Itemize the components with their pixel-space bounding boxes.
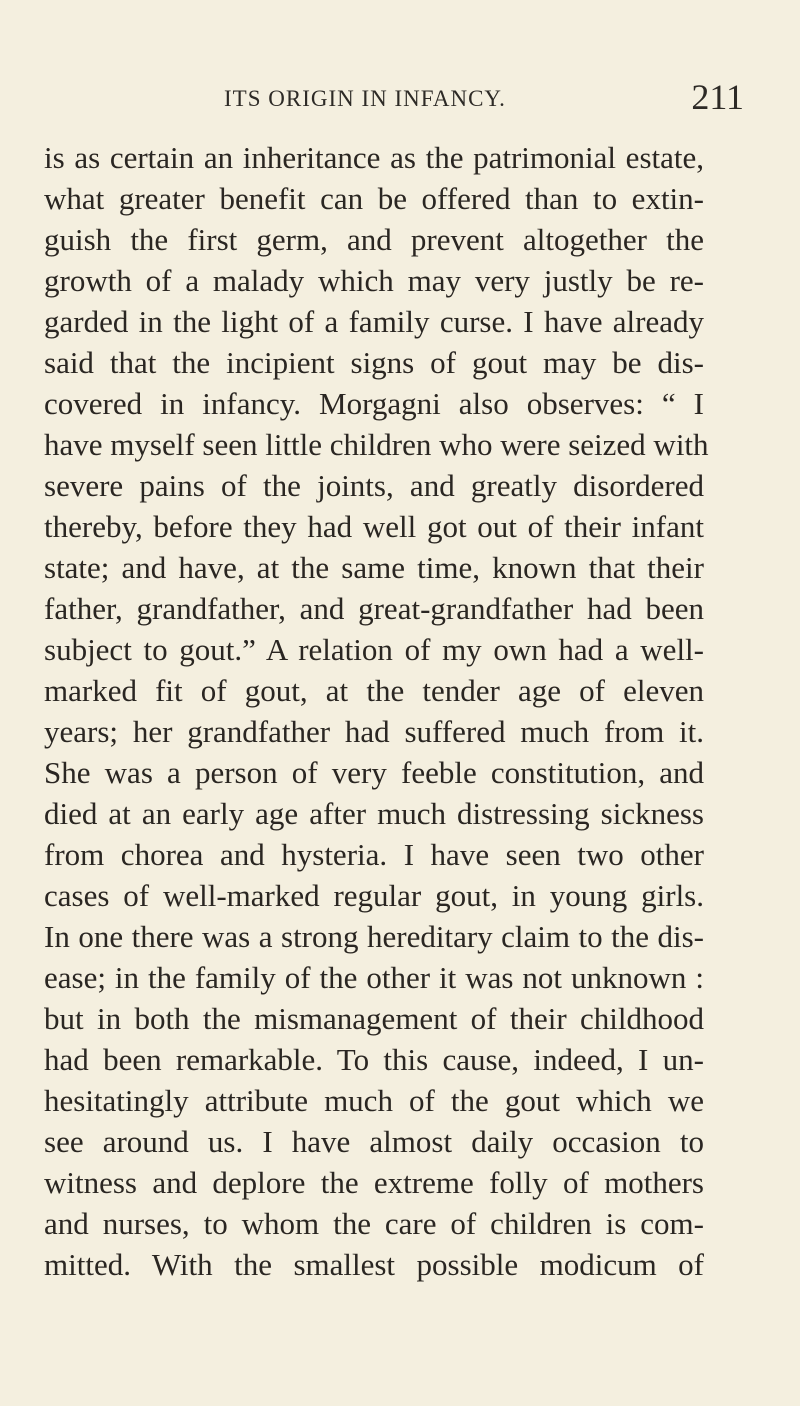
text-line: father, grandfather, and great-grandfather had been (44, 591, 704, 626)
running-head (44, 68, 744, 118)
text-line: cases of well-marked regular gout, in young girls. (44, 878, 704, 913)
text-line: severe pains of the joints, and greatly disordered (44, 468, 704, 503)
text-line: ease; in the family of the other it was not unknown : (44, 960, 704, 995)
text-line: In one there was a strong hereditary claim to the dis- (44, 919, 704, 954)
text-line: died at an early age after much distressing sickness (44, 796, 704, 831)
text-line: growth of a malady which may very justly be re- (44, 263, 704, 298)
text-line: mitted. With the smallest possible modicum of (44, 1247, 704, 1282)
text-line: witness and deplore the extreme folly of mothers (44, 1165, 704, 1200)
page-number: 211 (691, 77, 744, 117)
text-line: subject to gout.” A relation of my own had a well- (44, 632, 704, 667)
text-line: and nurses, to whom the care of children is com- (44, 1206, 704, 1241)
text-line: marked fit of gout, at the tender age of eleven (44, 673, 704, 708)
text-line: but in both the mismanagement of their childhood (44, 1001, 704, 1036)
text-line: covered in infancy. Morgagni also observes: “ I (44, 386, 704, 421)
text-line: said that the incipient signs of gout may be dis- (44, 345, 704, 380)
text-line: have myself seen little children who were seized with (44, 427, 709, 462)
text-line: garded in the light of a family curse. I have already (44, 304, 704, 339)
text-line: had been remarkable. To this cause, indeed, I un- (44, 1042, 704, 1077)
text-line: She was a person of very feeble constitution, and (44, 755, 704, 790)
text-line: what greater benefit can be offered than to extin- (44, 181, 704, 216)
text-line: thereby, before they had well got out of their infant (44, 509, 704, 544)
running-title: ITS ORIGIN IN INFANCY. (224, 86, 506, 111)
text-line: guish the first germ, and prevent altogether the (44, 222, 704, 257)
text-line: from chorea and hysteria. I have seen two other (44, 837, 704, 872)
text-line: hesitatingly attribute much of the gout which we (44, 1083, 704, 1118)
text-line: is as certain an inheritance as the patrimonial estate, (44, 140, 704, 175)
text-line: see around us. I have almost daily occasion to (44, 1124, 704, 1159)
body-text (44, 137, 709, 1285)
text-line: years; her grandfather had suffered much from it. (44, 714, 704, 749)
text-line: state; and have, at the same time, known that their (44, 550, 704, 585)
